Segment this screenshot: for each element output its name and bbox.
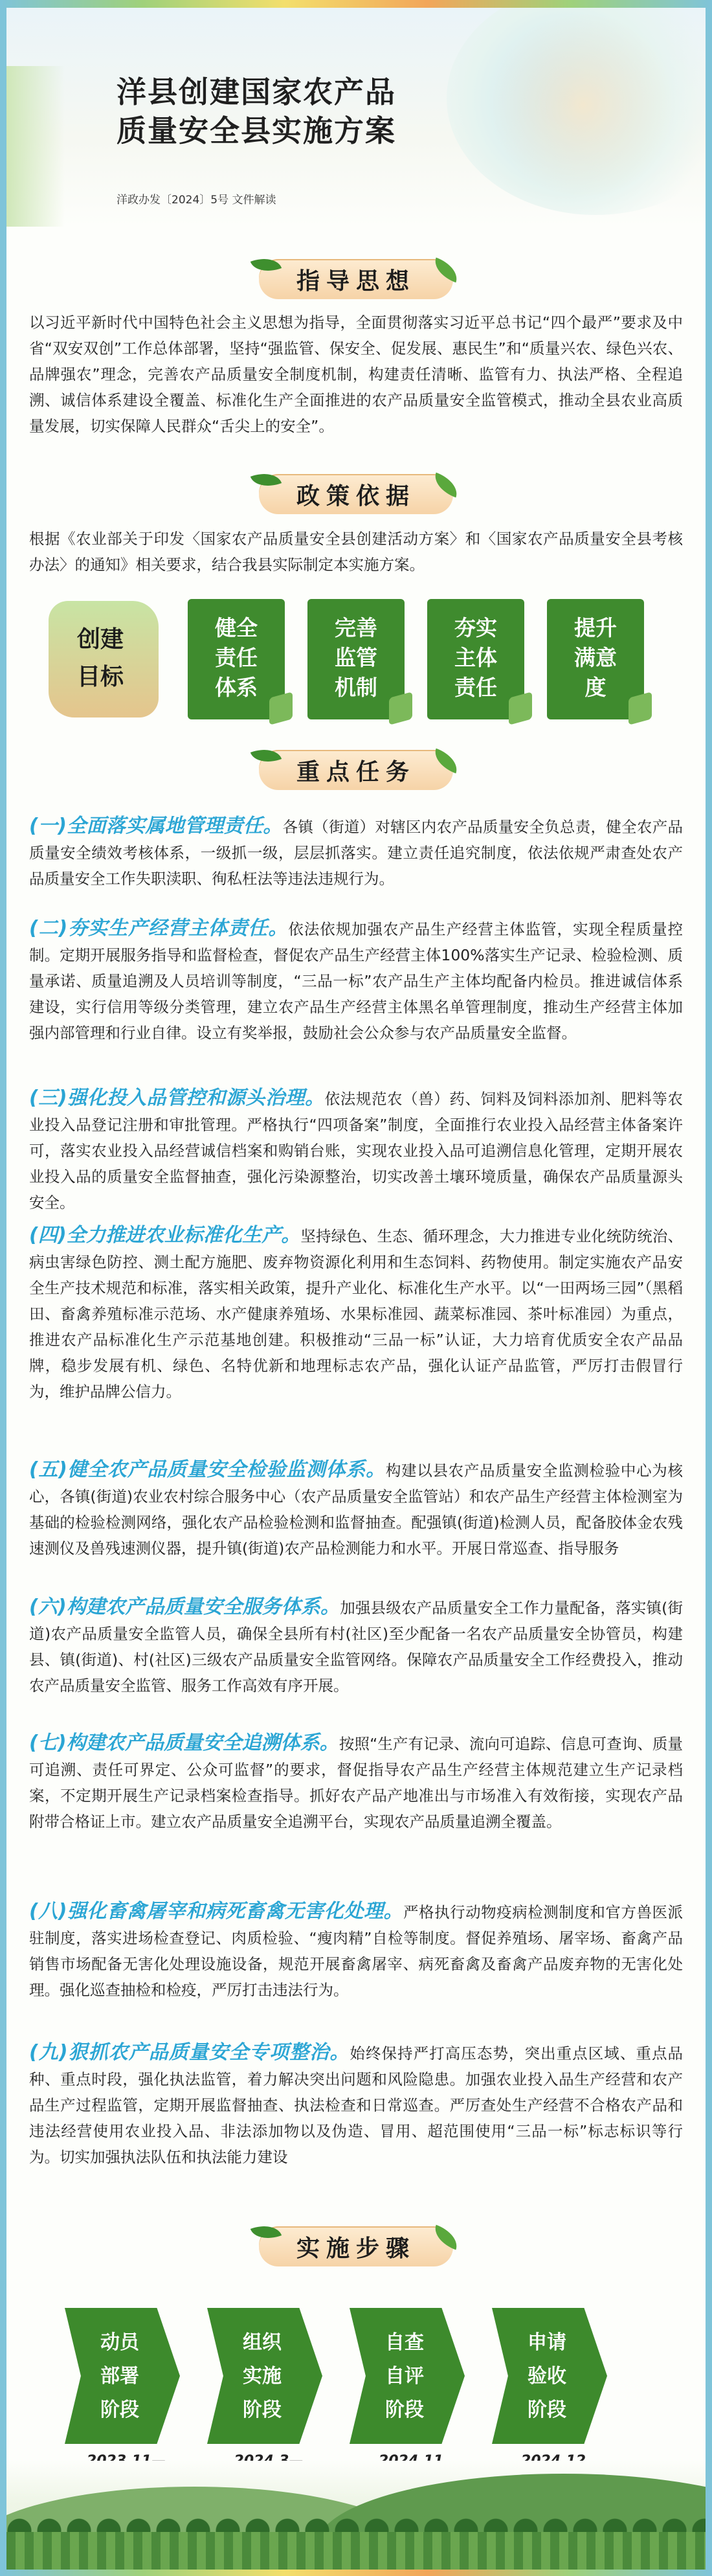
goal-card-line: 监管 — [335, 645, 377, 670]
rainbow-border-bottom — [0, 2570, 712, 2576]
step-arrow: 组织 实施 阶段 — [207, 2308, 322, 2444]
step-arrow: 申请 验收 阶段 — [492, 2308, 607, 2444]
section-tag-basis: 政策依据 — [259, 474, 453, 514]
goal-card-line: 满意 — [574, 645, 617, 670]
task-item: (八)强化畜禽屠宰和病死畜禽无害化处理。严格执行动物疫病检测制度和官方兽医派驻制度，落实进场检查登记、肉质检验、“瘦肉精”自检等制度。督促养殖场、屠宰场、畜禽产品销售市场配备无害化处理设施设备，规范开展畜禽屠宰、病死畜禽及畜禽产品废弃物的无害化处理。强化巡查抽检和检疫，严厉打击违法行为。 — [29, 1900, 684, 1999]
goal-card — [427, 599, 524, 719]
goal-card-line: 责任 — [215, 645, 258, 670]
task-item: (二)夯实生产经营主体责任。依法依规加强农产品生产经营主体监管，实现全程质量控制。定期开展服务指导和监督检查，督促农产品生产经营主体100%落实生产记录、检验检测、质量承诺、质量追溯及人员培训等制度，“三品一标”农产品生产主体均配备内检员。推进诚信体系建设，实行信用等级分类管理，建立农产品生产经营主体黑名单管理制度，推动生产经营主体加强内部管理和行业自律。设立有奖举报，鼓励社会公众参与农产品质量安全监督。 — [29, 917, 684, 1042]
section-tag-guiding: 指导思想 — [259, 259, 453, 299]
landscape-illustration — [6, 2461, 706, 2570]
basis-text: 根据《农业部关于印发〈国家农产品质量安全县创建活动方案〉和〈国家农产品质量安全县考核办法〉的通知》相关要求，结合我县实际制定本实施方案。 — [29, 530, 683, 574]
step-arrow: 动员 部署 阶段 — [65, 2308, 180, 2444]
task-item: (一)全面落实属地管理责任。各镇（街道）对辖区内农产品质量安全负总责，健全农产品质量安全绩效考核体系，一级抓一级，层层抓落实。建立责任追究制度，依法依规严肃查处农产品质量安全工作失职渎职、徇私枉法等违法违规行为。 — [29, 815, 683, 888]
rainbow-border-top — [0, 0, 712, 8]
goal-card-line: 机制 — [335, 675, 377, 700]
task-item: (九)狠抓农产品质量安全专项整治。始终保持严打高压态势，突出重点区域、重点品种、重点时段，强化执法监管，着力解决突出问题和风险隐患。加强农业投入品生产经营和农产品生产过程监管，定期开展监督抽查、执法检查和日常巡查。严厉查处生产经营不合格农产品和违法经营使用农业投入品、非法添加物以及伪造、冒用、超范围使用“三品一标”标志标识等行为。切实加强执法队伍和执法能力建设 — [29, 2041, 684, 2166]
section-tag-tasks: 重点任务 — [259, 750, 453, 790]
goal-card-line: 责任 — [454, 675, 497, 700]
goal-card-line: 度 — [584, 675, 606, 700]
task-item: (三)强化投入品管控和源头治理。依法规范农（兽）药、饲料及饲料添加剂、肥料等农业投入品登记注册和审批管理。严格执行“四项备案”制度，全面推行农业投入品经营主体备案许可，落实农业投入品经营诚信档案和购销台账，实现农业投入品可追溯信息化管理，定期开展农业投入品的质量安全监督抽查，强化污染源整治，切实改善土壤环境质量，确保农产品质量源头安全。 — [29, 1087, 684, 1212]
goal-card-line: 主体 — [454, 645, 497, 670]
goal-card-text — [427, 613, 524, 703]
goals-label: 创建 目标 — [49, 601, 152, 717]
task-item: (七)构建农产品质量安全追溯体系。按照“生产有记录、流向可追踪、信息可查询、质量可追溯、责任可界定、公众可监督”的要求，督促指导农产品生产经营主体规范建立生产记录档案，不定期开展生产记录档案检查指导。抓好农产品产地准出与市场准入有效衔接，实现农产品附带合格证上市。建立农产品质量安全追溯平台，实现农产品质量追溯全覆盖。 — [29, 1732, 683, 1831]
goal-card-line: 健全 — [215, 615, 258, 640]
header-banner — [6, 8, 706, 227]
goal-card — [188, 599, 285, 719]
task-item: (五)健全农产品质量安全检验监测体系。构建以县农产品质量安全监测检验中心为核心，各镇(街道)农业农村综合服务中心（农产品质量安全监管站）和农产品生产经营主体检测室为基础的检验检测网络，强化农产品检验检测和监督抽查。配强镇(街道)检测人员，配备胶体金农残速测仪及兽残速测仪器，提升镇(街道)农产品检测能力和水平。开展日常巡查、指导服务 — [29, 1458, 684, 1557]
goal-card — [307, 599, 405, 719]
page-title: 洋县创建国家农产品 质量安全县实施方案 — [117, 74, 396, 148]
goal-card-text — [547, 613, 644, 703]
step-arrow: 自查 自评 阶段 — [350, 2308, 465, 2444]
task-item: (四)全力推进农业标准化生产。坚持绿色、生态、循环理念，大力推进专业化统防统治、病虫害绿色防控、测土配方施肥、废弃物资源化利用和生态饲料、药物使用。制定实施农产品安全生产技术规范和标准，落实相关政策，提升产业化、标准化生产水平。以“一田两场三园”（黑稻田、畜禽养殖标准示范场、水产健康养殖场、水果标准园、蔬菜标准园、茶叶标准园）为重点，推进农产品标准化生产示范基地创建。积极推动“三品一标”认证，大力培育优质安全农产品品牌，稳步发展有机、绿色、名特优新和地理标志农产品，强化认证产品监管，严厉打击假冒行为，维护品牌公信力。 — [29, 1224, 683, 1401]
goal-card-line: 提升 — [574, 615, 617, 640]
task-item: (六)构建农产品质量安全服务体系。加强县级农产品质量安全工作力量配备，落实镇(街道)农产品质量安全监管人员，确保全县所有村(社区)至少配备一名农产品质量安全协管员，构建县、镇(街道)、村(社区)三级农产品质量安全监管网络。保障农产品质量安全工作经费投入，推动农产品质量安全监管、服务工作高效有序开展。 — [29, 1596, 684, 1695]
goal-card-line: 夯实 — [454, 615, 497, 640]
guiding-text: 以习近平新时代中国特色社会主义思想为指导，全面贯彻落实习近平总书记“四个最严”要求及中省“双安双创”工作总体部署，坚持“强监管、保安全、促发展、惠民生”和“质量兴农、绿色兴农、品牌强农”理念，完善农产品质量安全制度机制，构建责任清晰、监管有力、执法严格、全程追溯、诚信体系建设全覆盖、标准化生产全面推进的农产品质量安全监管模式，推动全县农业高质量发展，切实保障人民群众“舌尖上的安全”。 — [29, 313, 683, 435]
goal-card-text — [188, 613, 285, 703]
goal-card-line: 完善 — [335, 615, 377, 640]
section-tag-steps: 实施步骤 — [259, 2226, 453, 2266]
goal-card-text — [307, 613, 405, 703]
document-number: 洋政办发〔2024〕5号 文件解读 — [117, 194, 276, 207]
goal-card — [547, 599, 644, 719]
goal-card-line: 体系 — [215, 675, 258, 700]
